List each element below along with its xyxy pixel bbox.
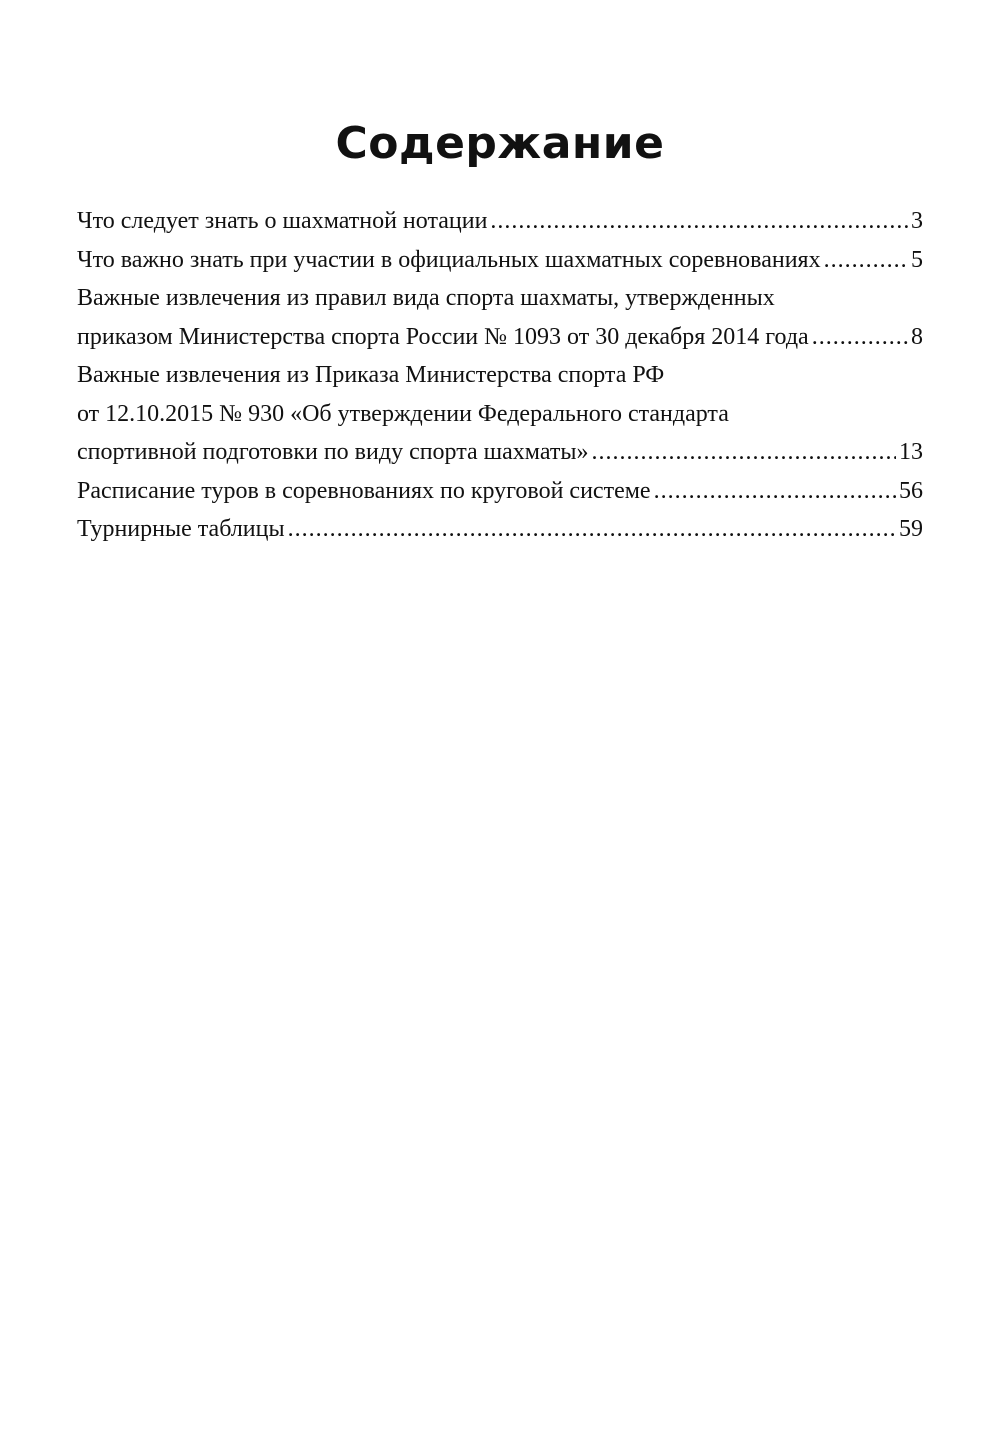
dot-leader: [591, 433, 896, 472]
table-of-contents: [77, 202, 923, 549]
toc-page-number: 59: [899, 516, 923, 542]
toc-entry[interactable]: [77, 241, 923, 280]
toc-entry-title: приказом Министерства спорта России № 1093 от 30 декабря 2014 года: [77, 323, 809, 350]
dot-leader: [490, 202, 908, 241]
toc-entry-title: Что следует знать о шахматной нотации: [77, 208, 488, 234]
toc-entry[interactable]: [77, 202, 923, 241]
toc-entry[interactable]: [77, 472, 923, 511]
toc-entry[interactable]: [77, 510, 923, 549]
toc-page-number: 8: [911, 323, 923, 350]
toc-entry[interactable]: [77, 279, 923, 356]
toc-line: [77, 318, 923, 357]
toc-entry-title: Что важно знать при участии в официальных шахматных соревнованиях: [77, 246, 821, 273]
dot-leader: [654, 472, 896, 511]
toc-entry-title: Важные извлечения из Приказа Министерства спорта РФ: [77, 362, 665, 388]
page-title: Содержание: [335, 118, 665, 169]
toc-line: [77, 433, 923, 472]
toc-page-number: 13: [899, 439, 923, 465]
toc-page-number: 5: [911, 246, 923, 273]
toc-page-number: 3: [911, 208, 923, 234]
toc-line: [77, 510, 923, 549]
toc-line: [77, 279, 923, 318]
dot-leader: [812, 318, 908, 357]
toc-entry-title: Турнирные таблицы: [77, 516, 285, 542]
toc-line: [77, 202, 923, 241]
toc-line: [77, 356, 923, 395]
toc-line: [77, 395, 923, 434]
dot-leader: [824, 241, 908, 280]
toc-line: [77, 241, 923, 280]
toc-page-number: 56: [899, 477, 923, 504]
dot-leader: [288, 510, 896, 549]
toc-entry-title: от 12.10.2015 № 930 «Об утверждении Федерального стандарта: [77, 400, 729, 427]
toc-line: [77, 472, 923, 511]
toc-entry-title: Расписание туров в соревнованиях по круговой системе: [77, 477, 651, 504]
toc-entry[interactable]: [77, 356, 923, 472]
toc-entry-title: Важные извлечения из правил вида спорта шахматы, утвержденных: [77, 285, 775, 311]
toc-entry-title: спортивной подготовки по виду спорта шахматы»: [77, 439, 589, 465]
